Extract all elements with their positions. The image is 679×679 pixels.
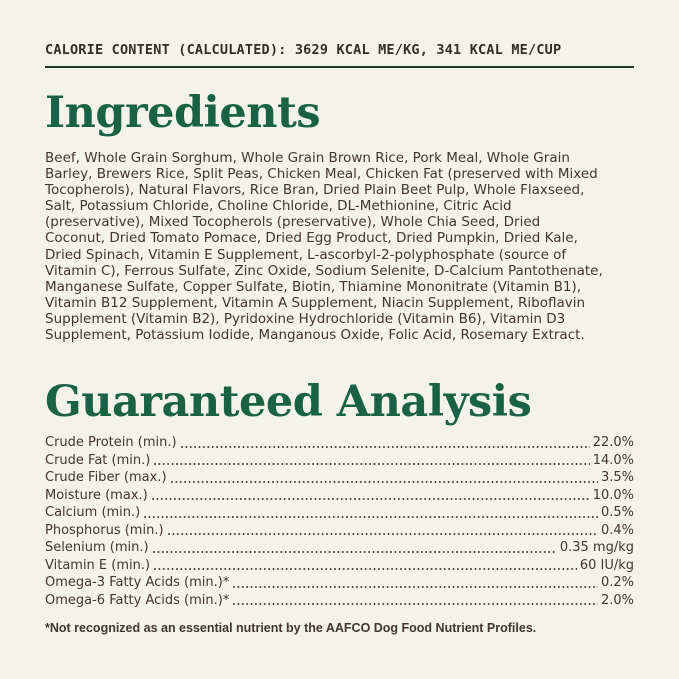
ingredients-text-line: Supplement, Potassium Iodide, Manganous Oxide, Folic Acid, Rosemary Extract. — [45, 327, 585, 344]
dotted-leader — [154, 568, 577, 570]
analysis-row-label: Moisture (max.) — [45, 487, 148, 503]
dotted-leader — [181, 446, 590, 448]
dotted-leader — [233, 586, 598, 588]
analysis-row-value: 3.5% — [600, 470, 634, 486]
analysis-row — [45, 576, 634, 589]
ingredients-text-line: (preservative), Mixed Tocopherols (preservative), Whole Chia Seed, Dried — [45, 214, 541, 231]
guaranteed-analysis-table — [45, 436, 634, 607]
ingredients-text-line: Coconut, Dried Tomato Pomace, Dried Egg Product, Dried Pumpkin, Dried Kale, — [45, 230, 578, 247]
analysis-row-value: 0.4% — [600, 522, 634, 538]
analysis-row — [45, 471, 634, 484]
analysis-row-label: Crude Fiber (max.) — [45, 470, 167, 486]
aafco-footnote: *Not recognized as an essential nutrient by the AAFCO Dog Food Nutrient Profiles. — [45, 620, 537, 635]
analysis-row-label: Crude Fat (min.) — [45, 452, 151, 468]
analysis-row — [45, 541, 634, 554]
analysis-row-label: Selenium (min.) — [45, 540, 149, 556]
analysis-row-label: Crude Protein (min.) — [45, 435, 177, 451]
analysis-row-label: Phosphorus (min.) — [45, 522, 164, 538]
analysis-row-value: 22.0% — [592, 435, 634, 451]
ingredients-text-line: Barley, Brewers Rice, Split Peas, Chicken Meal, Chicken Fat (preserved with Mixed — [45, 166, 598, 183]
analysis-row-value: 0.2% — [600, 575, 634, 591]
analysis-row-value: 0.5% — [600, 505, 634, 521]
ingredients-text-line: Manganese Sulfate, Copper Sulfate, Biotin, Thiamine Mononitrate (Vitamin B1), — [45, 278, 581, 295]
ingredients-text-line: Supplement (Vitamin B2), Pyridoxine Hydrochloride (Vitamin B6), Vitamin D3 — [45, 310, 566, 327]
ingredients-text-line: Dried Spinach, Vitamin E Supplement, L-ascorbyl-2-polyphosphate (source of — [45, 246, 567, 263]
analysis-row-label: Vitamin E (min.) — [45, 557, 151, 573]
dotted-leader — [154, 463, 589, 465]
dotted-leader — [171, 481, 598, 483]
guaranteed-analysis-section — [45, 379, 634, 636]
analysis-row-label: Calcium (min.) — [45, 505, 141, 521]
analysis-row-label: Omega-6 Fatty Acids (min.)* — [45, 592, 230, 608]
calorie-content-line: CALORIE CONTENT (CALCULATED): 3629 KCAL ME/KG, 341 KCAL ME/CUP — [45, 42, 562, 58]
ingredients-section — [45, 90, 634, 343]
analysis-row-value: 2.0% — [600, 592, 634, 608]
ingredients-text-line: Vitamin C), Ferrous Sulfate, Zinc Oxide, Sodium Selenite, D-Calcium Pantothenate, — [45, 262, 603, 279]
dotted-leader — [233, 603, 598, 605]
dotted-leader — [152, 498, 590, 500]
analysis-row — [45, 506, 634, 519]
ingredients-heading: Ingredients — [45, 88, 321, 138]
analysis-row — [45, 524, 634, 537]
ingredients-text-line: Vitamin B12 Supplement, Vitamin A Supplement, Niacin Supplement, Riboflavin — [45, 294, 586, 311]
analysis-row — [45, 489, 634, 502]
dotted-leader — [168, 533, 598, 535]
dotted-leader — [153, 551, 557, 553]
analysis-row — [45, 436, 634, 449]
ingredients-text — [45, 150, 634, 343]
ingredients-text-line: Salt, Potassium Chloride, Choline Chloride, DL-Methionine, Citric Acid — [45, 198, 512, 215]
analysis-row-value: 10.0% — [592, 487, 634, 503]
ingredients-text-line: Tocopherols), Natural Flavors, Rice Bran, Dried Plain Beet Pulp, Whole Flaxseed, — [45, 182, 585, 199]
analysis-row — [45, 559, 634, 572]
analysis-row-value: 60 IU/kg — [579, 557, 634, 573]
dotted-leader — [144, 516, 598, 518]
analysis-row — [45, 594, 634, 607]
ingredients-text-line: Beef, Whole Grain Sorghum, Whole Grain Brown Rice, Pork Meal, Whole Grain — [45, 150, 570, 166]
analysis-row-label: Omega-3 Fatty Acids (min.)* — [45, 575, 230, 591]
analysis-row-value: 14.0% — [592, 452, 634, 468]
analysis-row — [45, 454, 634, 467]
guaranteed-analysis-heading: Guaranteed Analysis — [45, 377, 532, 428]
analysis-row-value: 0.35 mg/kg — [559, 540, 634, 556]
divider-rule — [45, 66, 634, 68]
